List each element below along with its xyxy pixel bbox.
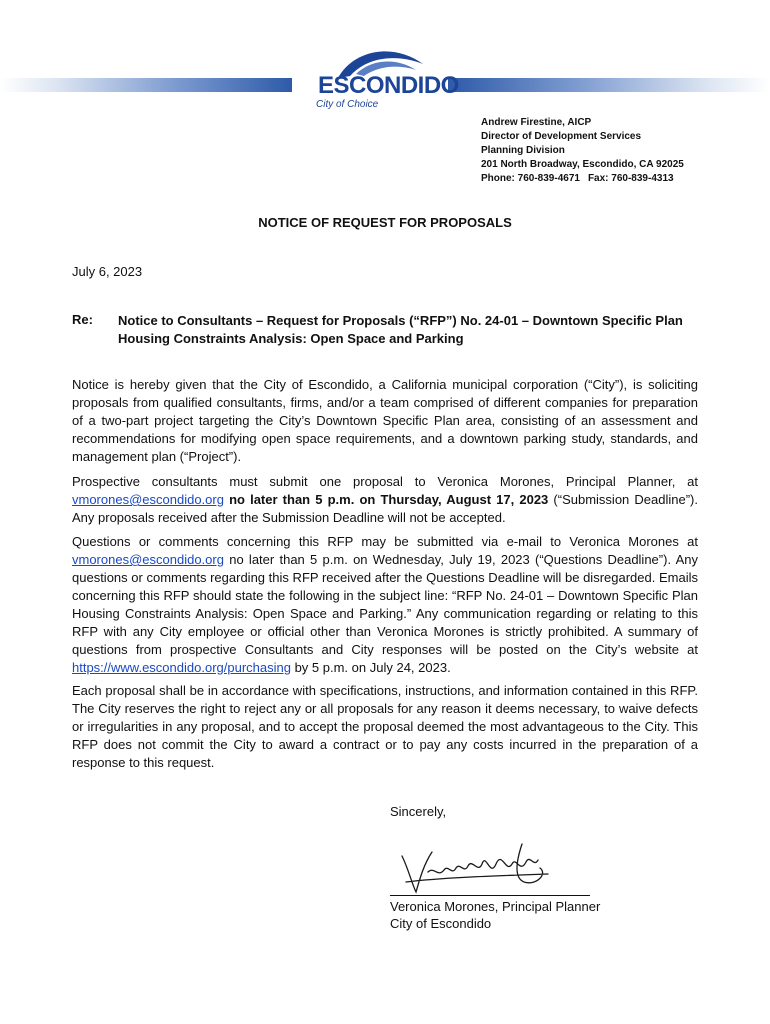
body-paragraph-3 xyxy=(72,533,698,677)
p3-text-b: no later than 5 p.m. on Wednesday, July 19, 2023 (“Questions Deadline”). Any questions or comments regarding this RFP received after the Questions Deadline will be disregarded. Emails concerning this RFP should state the following in the subject line: “RFP No. 24-01 – Downtown Specific Plan Housing Constraints Analysis: Open Space and Parking.” Any communication regarding or relating to this RFP with any City employee or official other than Veronica Morones is strictly prohibited. A summary of questions from prospective Consultants and City responses will be posted on the City’s website at xyxy=(72,552,698,657)
sender-phone-fax xyxy=(481,172,684,186)
closing-salutation: Sincerely, xyxy=(390,804,447,819)
signer-organization: City of Escondido xyxy=(390,916,492,931)
logo-wordmark: ESCONDIDO xyxy=(318,72,459,99)
signature-line xyxy=(390,895,590,896)
sender-street: 201 North Broadway, Escondido, CA 92025 xyxy=(481,159,684,170)
body-paragraph-1: Notice is hereby given that the City of Escondido, a California municipal corporation (“City”), is soliciting proposals from qualified consultants, firms, and/or a team comprised of different companies for preparation of a two-part project targeting the City’s Downtown Specific Plan area, consisting of an assessment and recommendations for modifying open space requirements, and a downtown parking study, standards, and management plan (“Project”). xyxy=(72,377,698,464)
p3-text-c: by 5 p.m. on July 24, 2023. xyxy=(290,660,451,675)
p2-text-a: Prospective consultants must submit one proposal to Veronica Morones, Principal Planner, at xyxy=(72,474,698,489)
notice-title: NOTICE OF REQUEST FOR PROPOSALS xyxy=(258,215,512,230)
handwritten-signature-icon xyxy=(398,838,558,898)
logo-tagline: City of Choice xyxy=(316,99,379,110)
body-paragraph-2 xyxy=(72,473,698,527)
signer-name: Veronica Morones, Principal Planner xyxy=(390,899,601,914)
p2-text-c: (“Submission Deadline”). Any proposals received after the Submission Deadline will not be accepted. xyxy=(72,492,698,525)
p2-deadline: no later than 5 p.m. on Thursday, August 17, 2023 xyxy=(223,492,549,507)
signer-block xyxy=(390,898,600,932)
p3-text-a: Questions or comments concerning this RFP may be submitted via e-mail to Veronica Morones at xyxy=(72,534,698,549)
email-link[interactable]: vmorones@escondido.org xyxy=(72,552,224,567)
purchasing-url-link[interactable]: https://www.escondido.org/purchasing xyxy=(72,660,291,675)
city-logo xyxy=(298,44,459,112)
sender-division: Planning Division xyxy=(481,145,565,156)
sender-phone: Phone: 760-839-4671 xyxy=(481,173,580,184)
re-subject: Notice to Consultants – Request for Proposals (“RFP”) No. 24-01 – Downtown Specific Plan Housing Constraints Analysis: Open Space and Parking xyxy=(118,313,683,346)
sender-address-block xyxy=(481,116,684,186)
body-paragraph-4: Each proposal shall be in accordance with specifications, instructions, and information contained in this RFP. The City reserves the right to reject any or all proposals for any reason it deems necessary, to waive defects or irregularities in any proposal, and to accept the proposal deemed the most advantageous to the City. This RFP does not commit the City to award a contract or to pay any costs incurred in the preparation of a response to this request. xyxy=(72,683,698,770)
sender-fax: Fax: 760-839-4313 xyxy=(587,173,674,184)
notice-date: July 6, 2023 xyxy=(72,264,143,279)
sender-title: Director of Development Services xyxy=(481,131,642,142)
email-link[interactable]: vmorones@escondido.org xyxy=(72,492,224,507)
re-label: Re: xyxy=(72,312,93,327)
sender-name: Andrew Firestine, AICP xyxy=(481,117,592,128)
letterhead-band-left xyxy=(0,78,292,92)
letterhead-band-right xyxy=(448,78,770,92)
